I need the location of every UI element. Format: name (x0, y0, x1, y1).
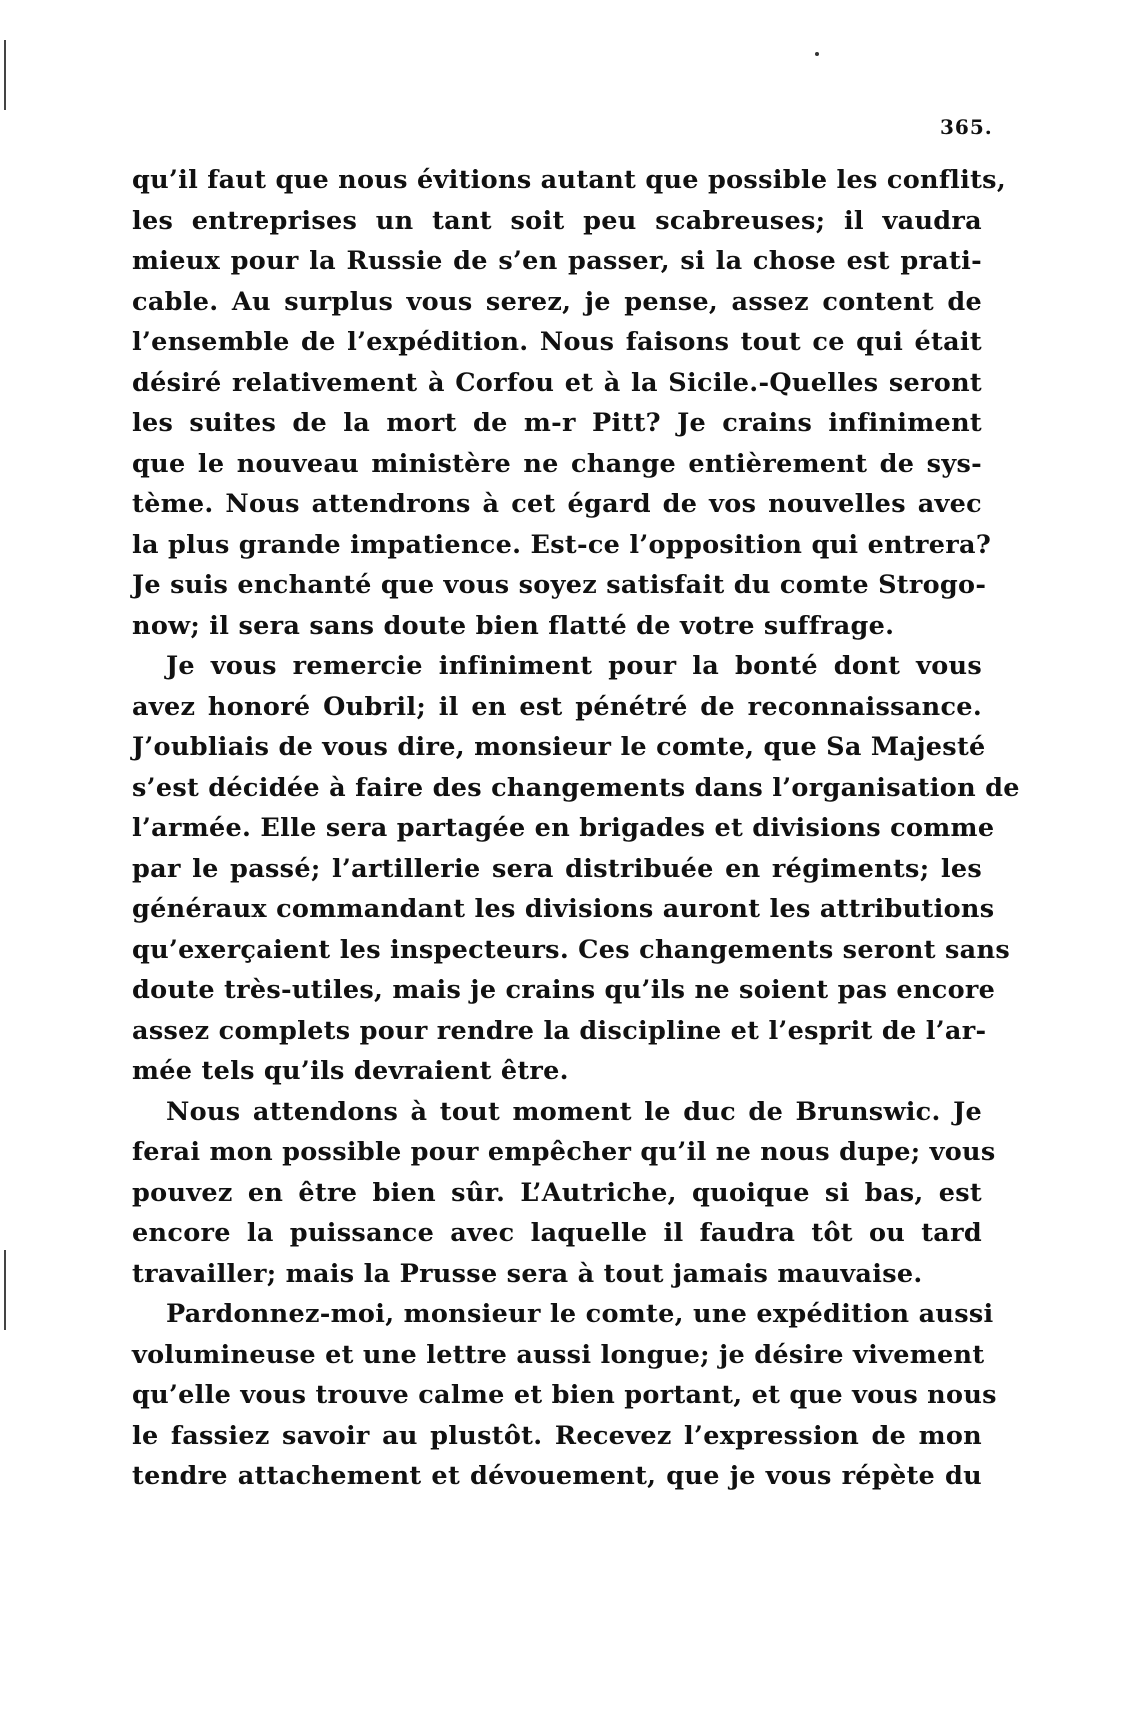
scan-speck (815, 52, 819, 56)
text-line: Je vous remercie infiniment pour la bonté dont vous (166, 651, 982, 681)
text-line: l’ensemble de l’expédition. Nous faisons tout ce qui était (132, 327, 982, 357)
text-line: qu’elle vous trouve calme et bien portant, et que vous nous (132, 1380, 997, 1410)
text-line: Je suis enchanté que vous soyez satisfait du comte Strogo- (132, 570, 987, 600)
text-line: now; il sera sans doute bien flatté de votre suffrage. (132, 610, 895, 641)
text-line: tendre attachement et dévouement, que je vous répète du (132, 1461, 982, 1491)
text-line: généraux commandant les divisions auront les attributions (132, 894, 995, 924)
text-line: travailler; mais la Prusse sera à tout jamais mauvaise. (132, 1258, 923, 1289)
text-line: les suites de la mort de m-r Pitt? Je crains infiniment (132, 408, 982, 438)
text-line: s’est décidée à faire des changements dans l’organisation de (132, 772, 1020, 803)
text-line: tème. Nous attendrons à cet égard de vos nouvelles avec (132, 489, 982, 519)
text-line: cable. Au surplus vous serez, je pense, assez content de (132, 286, 982, 317)
text-line: pouvez en être bien sûr. L’Autriche, quoique si bas, est (132, 1177, 982, 1208)
text-line: par le passé; l’artillerie sera distribuée en régiments; les (132, 853, 982, 884)
text-line: les entreprises un tant soit peu scabreuses; il vaudra (132, 205, 982, 236)
text-line: avez honoré Oubril; il en est pénétré de reconnaissance. (132, 691, 982, 722)
text-line: ferai mon possible pour empêcher qu’il ne nous dupe; vous (132, 1137, 996, 1167)
text-line: désiré relativement à Corfou et à la Sicile.-Quelles seront (132, 367, 982, 398)
text-line: qu’il faut que nous évitions autant que possible les conflits, (132, 165, 1007, 195)
page-number: 365. (940, 115, 993, 139)
text-line: Nous attendons à tout moment le duc de Brunswic. Je (166, 1096, 982, 1127)
text-line: qu’exerçaient les inspecteurs. Ces changements seront sans (132, 934, 1010, 965)
scan-margin-artifact (4, 1250, 6, 1330)
text-line: mieux pour la Russie de s’en passer, si la chose est prati- (132, 246, 982, 276)
text-line: que le nouveau ministère ne change entièrement de sys- (132, 448, 982, 479)
text-line: encore la puissance avec laquelle il faudra tôt ou tard (132, 1218, 982, 1248)
text-line: Pardonnez-moi, monsieur le comte, une expédition aussi (166, 1299, 994, 1329)
text-line: le fassiez savoir au plustôt. Recevez l’expression de mon (132, 1420, 982, 1451)
text-line: J’oubliais de vous dire, monsieur le comte, que Sa Majesté (132, 732, 986, 762)
text-line: mée tels qu’ils devraient être. (132, 1056, 569, 1086)
text-line: la plus grande impatience. Est-ce l’opposition qui entrera? (132, 529, 992, 560)
text-line: doute très-utiles, mais je crains qu’ils ne soient pas encore (132, 975, 996, 1005)
text-line: volumineuse et une lettre aussi longue; je désire vivement (132, 1339, 985, 1370)
text-line: assez complets pour rendre la discipline et l’esprit de l’ar- (132, 1015, 987, 1046)
scan-margin-artifact (4, 40, 6, 110)
body-text (132, 160, 1020, 1497)
text-line: l’armée. Elle sera partagée en brigades et divisions comme (132, 813, 995, 843)
